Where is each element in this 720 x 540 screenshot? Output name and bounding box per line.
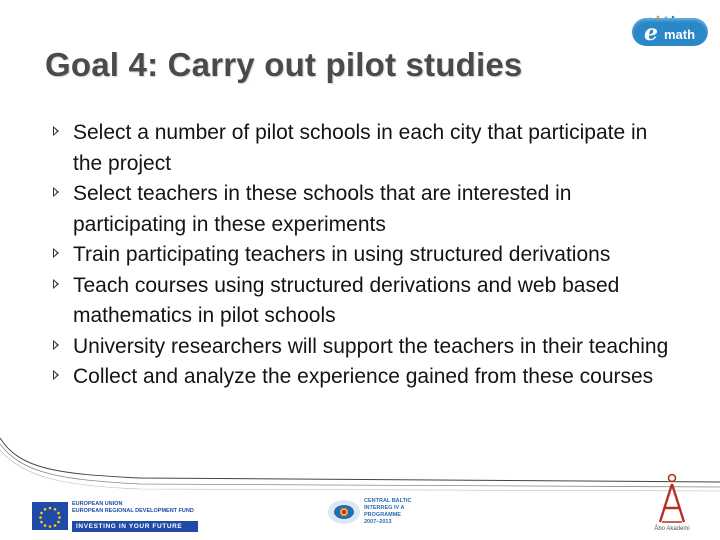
bullet-text: Teach courses using structured derivations and web based mathematics in pilot schools bbox=[73, 273, 620, 327]
bullet-item bbox=[52, 271, 672, 332]
eu-line-1: EUROPEAN UNION bbox=[72, 501, 123, 507]
logo-word: math bbox=[664, 27, 696, 42]
arrow-bullet-icon bbox=[53, 187, 59, 197]
bullet-list bbox=[52, 118, 672, 393]
arrow-bullet-icon bbox=[53, 340, 59, 350]
central-baltic-caption bbox=[364, 498, 411, 526]
eu-caption bbox=[72, 501, 194, 515]
central-baltic-emblem-icon bbox=[326, 496, 362, 528]
cb-line-3: PROGRAMME bbox=[364, 512, 401, 518]
arrow-bullet-icon bbox=[53, 370, 59, 380]
bullet-text: Train participating teachers in using structured derivations bbox=[73, 243, 611, 266]
abo-akademi-emblem-icon bbox=[652, 472, 692, 526]
cb-line-2: INTERREG IV A bbox=[364, 505, 405, 511]
cb-line-1: CENTRAL BALTIC bbox=[364, 498, 412, 504]
abo-akademi-logo bbox=[652, 472, 692, 538]
abo-akademi-name: Åbo Akademi bbox=[654, 526, 690, 532]
slide-title: Goal 4: Carry out pilot studies bbox=[45, 46, 523, 83]
bullet-text: University researchers will support the teachers in their teaching bbox=[73, 334, 669, 358]
logo-badge bbox=[632, 18, 708, 46]
eu-logo bbox=[32, 500, 200, 534]
bullet-item bbox=[52, 332, 672, 363]
cb-line-4: 2007–2013 bbox=[364, 519, 392, 525]
bullet-text: Collect and analyze the experience gained from these courses bbox=[73, 365, 654, 388]
central-baltic-logo bbox=[326, 494, 426, 530]
bullet-text: Select a number of pilot schools in each city that participate in the project bbox=[73, 121, 648, 175]
bullet-item bbox=[52, 118, 672, 179]
eu-flag-icon bbox=[32, 502, 68, 530]
eu-slogan: INVESTING IN YOUR FUTURE bbox=[76, 523, 183, 530]
arrow-bullet-icon bbox=[53, 248, 59, 258]
bullet-item bbox=[52, 362, 672, 393]
bullet-item bbox=[52, 179, 672, 240]
arrow-bullet-icon bbox=[53, 126, 59, 136]
emath-logo bbox=[624, 14, 710, 50]
bullet-item bbox=[52, 240, 672, 271]
eu-line-2: EUROPEAN REGIONAL DEVELOPMENT FUND bbox=[72, 508, 194, 514]
logo-letter: e bbox=[644, 20, 658, 46]
bullet-text: Select teachers in these schools that are interested in participating in these experiments bbox=[73, 182, 572, 236]
arrow-bullet-icon bbox=[53, 279, 59, 289]
